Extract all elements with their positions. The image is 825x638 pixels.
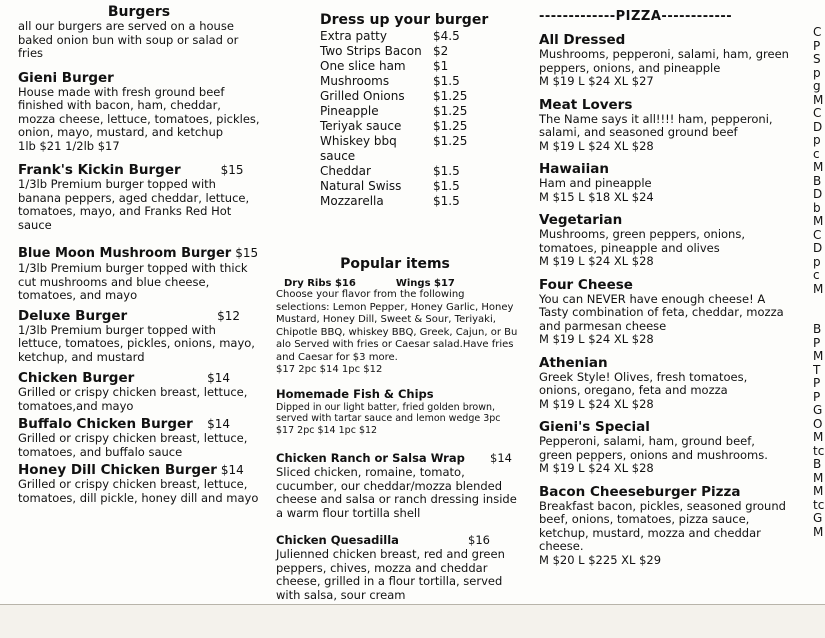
item-desc: Julienned chicken breast, red and green peppers, chives, mozza and cheddar cheese, grilled in a flour tortilla, served with salsa, sour cream	[276, 547, 505, 602]
edge-letter: G	[813, 403, 823, 417]
edge-letter: M	[813, 349, 824, 363]
addon-price: $1.25	[433, 134, 468, 148]
burgers-intro: all our burgers are served on a house baked onion bun with soup or salad or fries	[18, 19, 239, 60]
item-desc: Grilled or crispy chicken breast, lettuce, tomatoes, and buffalo sauce	[18, 431, 248, 459]
item-desc: Sliced chicken, romaine, tomato, cucumber, our cheddar/mozza blended cheese and salsa or ranch dressing inside a warm flour tortilla shell	[276, 465, 517, 520]
edge-letter: M	[813, 92, 824, 107]
addon-price: $1.5	[433, 74, 460, 88]
item-price: $14	[220, 463, 244, 477]
edge-letter-list	[813, 26, 825, 539]
item-prices: M $19 L $24 XL $27	[539, 74, 654, 88]
pizza-hawaiian	[539, 161, 789, 204]
edge-letter	[813, 310, 825, 324]
edge-letter: P	[813, 335, 821, 350]
item-extra: 1lb $21 1/2lb $17	[18, 138, 120, 153]
addon-name: Pineapple	[320, 104, 379, 118]
edge-letter: p	[813, 65, 821, 80]
item-prices: M $19 L $24 XL $28	[539, 461, 654, 475]
pizza-four-cheese	[539, 277, 789, 347]
menu-item-franks-kickin-burger	[18, 162, 260, 232]
addon-row	[320, 29, 520, 44]
item-desc: Mushrooms, pepperoni, salami, ham, green peppers, onions, and pineapple	[539, 47, 789, 75]
burgers-column	[18, 0, 260, 505]
item-prices: M $15 L $18 XL $24	[539, 189, 654, 204]
item-prices: M $19 L $24 XL $28	[539, 138, 654, 153]
menu-item-chicken-wrap	[276, 450, 520, 520]
item-price: $15	[235, 246, 259, 260]
dress-up-title: Dress up your burger	[320, 12, 489, 28]
edge-letter: P	[813, 38, 821, 53]
addon-row	[320, 134, 520, 164]
addon-price: $1.5	[433, 194, 460, 208]
addon-row	[320, 164, 520, 179]
addon-row	[320, 89, 520, 104]
pizza-bacon-cheeseburger	[539, 484, 789, 568]
edge-letter: B	[813, 322, 822, 336]
ribs-label: Dry Ribs $16	[284, 278, 356, 289]
addon-name: Whiskey bbq sauce	[320, 134, 397, 163]
addon-row	[320, 104, 520, 119]
edge-letter: P	[813, 376, 821, 390]
edge-letter: C	[813, 227, 822, 242]
addon-name: Mozzarella	[320, 194, 384, 208]
menu-item-honey-dill-chicken-burger	[18, 462, 260, 505]
ribs-wings-prices: $17 2pc $14 1pc $12	[276, 364, 383, 375]
addon-row	[320, 44, 520, 59]
edge-letter: C	[813, 106, 822, 120]
item-name: Frank's Kickin Burger	[18, 162, 181, 178]
edge-letter: P	[813, 389, 821, 404]
item-name: All Dressed	[539, 32, 626, 48]
ribs-wings-desc: Choose your flavor from the following selections: Lemon Pepper, Honey Garlic, Honey Mustard, Honey Dill, Sweet & Sour, Teriyaki, Chipotle BBQ, whiskey BBQ, Greek, Cajun, or Bu alo Served with fries or Caesar salad.Have fries and Caesar for $3 more.	[276, 289, 518, 363]
edge-letter: p	[813, 254, 821, 269]
addon-row	[320, 59, 520, 74]
item-name: Gieni Burger	[18, 69, 114, 86]
addon-price: $1	[433, 59, 449, 73]
addon-name: Cheddar	[320, 164, 371, 178]
item-name: Deluxe Burger	[18, 307, 128, 324]
item-price: $14	[207, 417, 230, 431]
addon-name: Mushrooms	[320, 74, 390, 88]
item-desc: Ham and pineapple	[539, 176, 652, 190]
menu-item-fish-chips	[276, 386, 520, 437]
edge-letter: B	[813, 173, 822, 188]
addon-name: Teriyak sauce	[320, 119, 402, 133]
item-price: $15	[220, 163, 244, 177]
popular-items-title: Popular items	[340, 256, 450, 272]
pizza-title: -------------PIZZA------------	[539, 9, 733, 24]
item-prices: M $19 L $24 XL $28	[539, 332, 654, 346]
edge-letter: B	[813, 457, 822, 471]
item-desc: Dipped in our light batter, fried golden brown, served with tartar sauce and lemon wedge 3pc $17 2pc $14 1pc $12	[276, 401, 501, 436]
item-price: $14	[490, 451, 512, 465]
addon-price: $1.25	[433, 104, 468, 118]
addon-row	[320, 194, 520, 209]
edge-letter: S	[813, 52, 821, 66]
item-desc: 1/3lb Premium burger topped with banana peppers, aged cheddar, lettuce, tomatoes, mayo, and Franks Red Hot sauce	[18, 177, 250, 232]
edge-letter: D	[813, 119, 823, 134]
addon-price: $1.5	[433, 164, 460, 178]
edge-letter: p	[813, 133, 821, 147]
dressup-popular-column	[270, 0, 520, 602]
menu-item-blue-moon-burger	[18, 246, 260, 303]
item-price: $16	[468, 533, 490, 547]
item-desc: You can NEVER have enough cheese! A Tasty combination of feta, cheddar, mozza and parmesan cheese	[539, 291, 784, 333]
edge-letter: M	[813, 430, 824, 444]
ribs-wings-header	[284, 278, 520, 289]
wings-label: Wings $17	[395, 278, 455, 289]
item-name: Chicken Quesadilla	[276, 533, 399, 547]
edge-letter: g	[813, 79, 821, 93]
item-desc: Greek Style! Olives, fresh tomatoes, onions, oregano, feta and mozza	[539, 369, 748, 397]
addon-row	[320, 74, 520, 89]
edge-letter: G	[813, 511, 823, 525]
item-desc: 1/3lb Premium burger topped with lettuce, tomatoes, pickles, onions, mayo, ketchup, and mustard	[18, 322, 255, 364]
edge-letter: C	[813, 26, 822, 39]
item-name: Homemade Fish & Chips	[276, 386, 434, 401]
menu-item-gieni-burger	[18, 70, 260, 154]
item-desc: Grilled or crispy chicken breast, lettuce, tomatoes,and mayo	[18, 385, 248, 413]
edge-letter: M	[813, 484, 824, 498]
item-name: Buffalo Chicken Burger	[18, 416, 193, 432]
item-name: Gieni's Special	[539, 419, 650, 435]
addon-row	[320, 119, 520, 134]
pizza-all-dressed	[539, 32, 789, 89]
item-desc: The Name says it all!!!! ham, pepperoni, salami, and seasoned ground beef	[539, 111, 773, 139]
pizza-vegetarian	[539, 212, 789, 269]
item-name: Bacon Cheeseburger Pizza	[539, 483, 741, 500]
edge-letter: M	[813, 470, 824, 485]
item-name: Vegetarian	[539, 212, 623, 228]
addon-name: Grilled Onions	[320, 89, 405, 103]
item-prices: M $19 L $24 XL $28	[539, 254, 654, 268]
addon-price: $1.5	[433, 179, 460, 193]
item-desc: House made with fresh ground beef finished with bacon, ham, cheddar, mozza cheese, lettuce, tomatoes, pickles, onion, mayo, mustard, and ketchup	[18, 84, 260, 139]
addon-price: $1.25	[433, 89, 468, 103]
pizza-column	[539, 0, 789, 567]
item-desc: Pepperoni, salami, ham, ground beef, green peppers, onions and mushrooms.	[539, 434, 768, 462]
addon-price: $1.25	[433, 119, 468, 133]
item-price: $14	[207, 371, 230, 385]
edge-letter	[813, 296, 825, 310]
item-desc: Breakfast bacon, pickles, seasoned ground beef, onions, tomatoes, pizza sauce, ketchup, mustard, mozza and cheddar cheese.	[539, 498, 786, 553]
page-bottom-margin	[0, 605, 825, 638]
item-name: Hawaiian	[539, 161, 609, 177]
menu-item-chicken-burger	[18, 370, 260, 413]
edge-letter: M	[813, 524, 824, 539]
addon-row	[320, 179, 520, 194]
item-desc: 1/3lb Premium burger topped with thick cut mushrooms and blue cheese, tomatoes, and mayo	[18, 261, 248, 302]
item-name: Honey Dill Chicken Burger	[18, 462, 217, 478]
menu-item-chicken-quesadilla	[276, 532, 520, 602]
addon-price: $4.5	[433, 29, 460, 43]
edge-letter: D	[813, 187, 823, 201]
burgers-title: Burgers	[107, 4, 171, 20]
item-name: Chicken Ranch or Salsa Wrap	[276, 451, 465, 465]
item-name: Meat Lovers	[539, 96, 633, 113]
pizza-meat-lovers	[539, 97, 789, 154]
item-name: Blue Moon Mushroom Burger	[18, 246, 232, 261]
edge-letter: T	[813, 362, 821, 377]
item-name: Chicken Burger	[18, 370, 135, 386]
item-prices: M $20 L $225 XL $29	[539, 552, 662, 567]
menu-item-buffalo-chicken-burger	[18, 416, 260, 459]
pizza-gienis-special	[539, 419, 789, 476]
item-desc: Mushrooms, green peppers, onions, tomatoes, pineapple and olives	[539, 227, 745, 255]
addon-list	[320, 29, 520, 209]
edge-letter: O	[813, 416, 823, 431]
pizza-athenian	[539, 355, 789, 412]
edge-letter: tc	[813, 443, 825, 458]
edge-letter: c	[813, 268, 820, 282]
item-name: Four Cheese	[539, 276, 633, 293]
menu-item-deluxe-burger	[18, 308, 260, 365]
addon-price: $2	[433, 44, 449, 58]
item-name: Athenian	[539, 354, 608, 371]
edge-letter: D	[813, 241, 823, 255]
edge-letter: M	[813, 160, 824, 174]
edge-letter: tc	[813, 497, 825, 512]
addon-name: Natural Swiss	[320, 179, 402, 193]
clipped-edge-column	[813, 26, 825, 539]
addon-name: Two Strips Bacon	[320, 44, 422, 58]
edge-letter: c	[813, 146, 820, 161]
edge-letter: b	[813, 200, 821, 215]
item-desc: Grilled or crispy chicken breast, lettuce, tomatoes, dill pickle, honey dill and mayo	[18, 477, 259, 505]
addon-name: Extra patty	[320, 29, 387, 43]
edge-letter: M	[813, 281, 824, 296]
item-prices: M $19 L $24 XL $28	[539, 396, 654, 411]
addon-name: One slice ham	[320, 59, 406, 73]
item-price: $12	[217, 308, 240, 323]
edge-letter: M	[813, 214, 824, 228]
